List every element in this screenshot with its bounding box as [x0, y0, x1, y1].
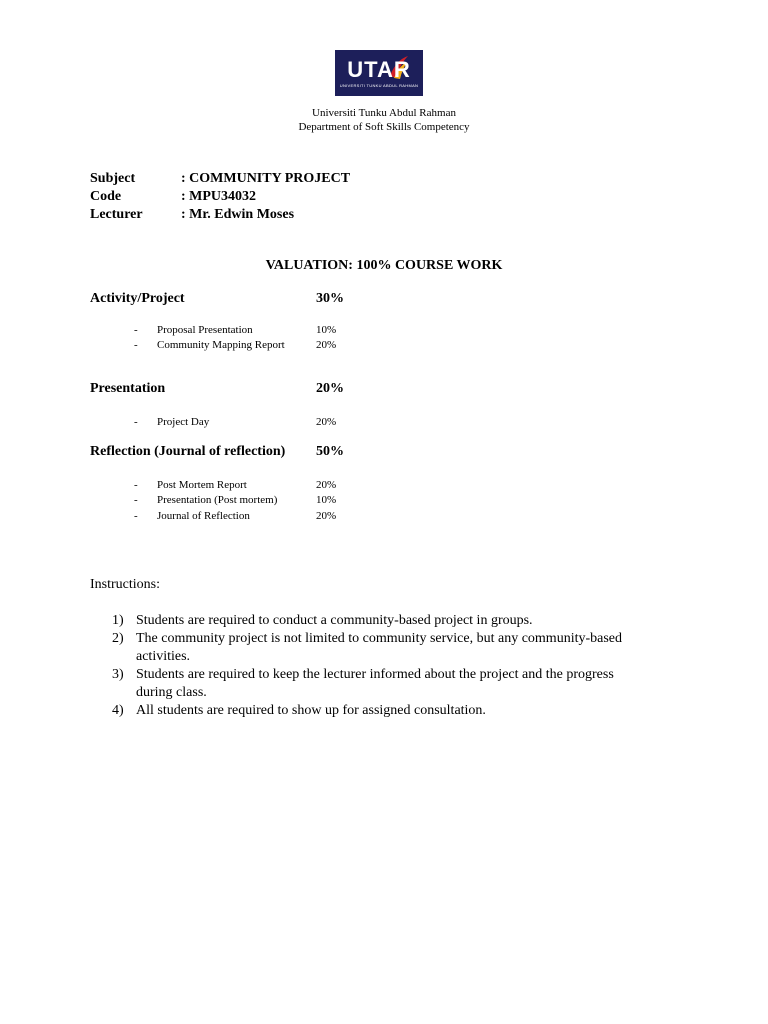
instruction-number: 3) [112, 667, 124, 682]
item-name: Project Day [157, 416, 210, 428]
section-title: Activity/Project [90, 291, 185, 306]
instruction-line: during class. [136, 685, 207, 700]
instruction-line: All students are required to show up for assigned consultation. [136, 703, 486, 718]
info-label: Subject [90, 171, 136, 186]
info-value: : Mr. Edwin Moses [181, 207, 295, 222]
item-name: Presentation (Post mortem) [157, 494, 278, 506]
info-label: Code [90, 189, 122, 204]
dash-bullet: - [134, 510, 138, 522]
instruction-line: Students are required to conduct a community-based project in groups. [136, 613, 533, 628]
university-name: Universiti Tunku Abdul Rahman [312, 107, 456, 119]
instruction-number: 2) [112, 631, 124, 646]
section-percent: 20% [316, 381, 344, 396]
utar-logo [335, 50, 423, 96]
section-percent: 30% [316, 291, 344, 306]
logo-wordmark: UTAR [347, 57, 411, 82]
item-name: Proposal Presentation [157, 324, 253, 336]
instruction-line: The community project is not limited to community service, but any community-based [136, 631, 623, 646]
valuation-title: VALUATION: 100% COURSE WORK [265, 258, 503, 273]
section-title: Presentation [90, 381, 166, 396]
instruction-line: activities. [136, 649, 191, 664]
info-value: : MPU34032 [181, 189, 257, 204]
logo-subtext: UNIVERSITI TUNKU ABDUL RAHMAN [339, 83, 419, 88]
dash-bullet: - [134, 324, 138, 336]
department-name: Department of Soft Skills Competency [298, 121, 470, 133]
instruction-line: Students are required to keep the lecturer informed about the project and the progress [136, 667, 614, 682]
dash-bullet: - [134, 416, 138, 428]
instruction-number: 1) [112, 613, 124, 628]
dash-bullet: - [134, 339, 138, 351]
info-value: : COMMUNITY PROJECT [181, 171, 351, 186]
section-percent: 50% [316, 444, 344, 459]
item-percent: 20% [316, 416, 337, 428]
item-percent: 20% [316, 339, 337, 351]
info-label: Lecturer [90, 207, 143, 222]
dash-bullet: - [134, 494, 138, 506]
instructions-title: Instructions: [90, 577, 160, 592]
item-name: Post Mortem Report [157, 479, 247, 491]
item-percent: 10% [316, 494, 337, 506]
instruction-number: 4) [112, 703, 124, 718]
item-percent: 20% [316, 479, 337, 491]
item-name: Journal of Reflection [157, 510, 250, 522]
section-title: Reflection (Journal of reflection) [90, 444, 286, 459]
item-percent: 20% [316, 510, 337, 522]
dash-bullet: - [134, 479, 138, 491]
item-name: Community Mapping Report [157, 339, 285, 351]
item-percent: 10% [316, 324, 337, 336]
